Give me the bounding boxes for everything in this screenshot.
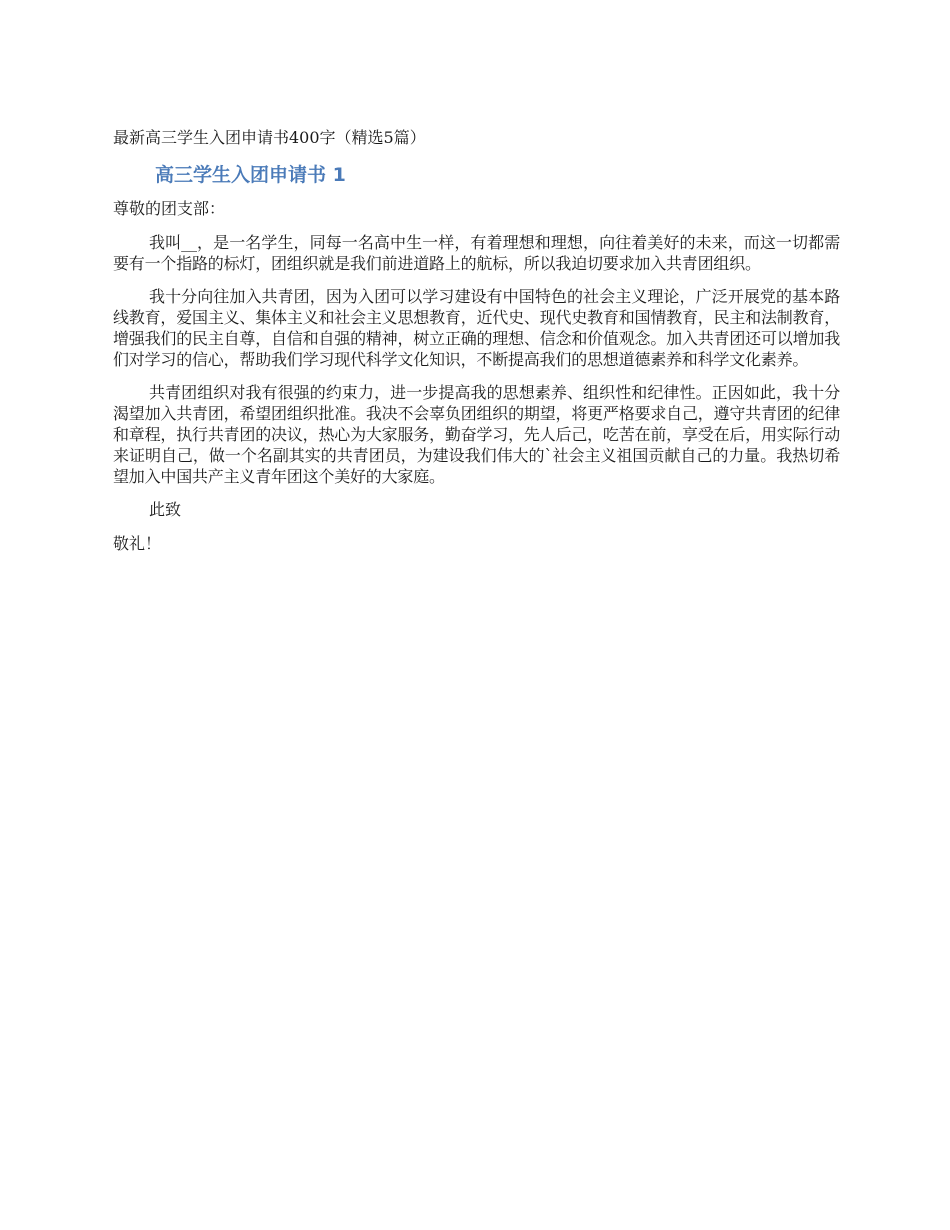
document-page — [113, 126, 840, 555]
section-heading: 高三学生入团申请书 1 — [155, 164, 346, 186]
body-paragraph-3: 共青团组织对我有很强的约束力，进一步提高我的思想素养、组织性和纪律性。正因如此，我十分渴望加入共青团，希望团组织批准。我决不会辜负团组织的期望，将更严格要求自己，遵守共青团的纪律和章程，执行共青团的决议，热心为大家服务，勤奋学习，先人后己，吃苦在前，享受在后，用实际行动来证明自己，做一个名副其实的共青团员，为建设我们伟大的`社会主义祖国贡献自己的力量。我热切希望加入中国共产主义青年团这个美好的大家庭。 — [113, 383, 840, 486]
signoff-line: 敬礼！ — [113, 534, 162, 553]
salutation: 尊敬的团支部： — [113, 199, 226, 218]
body-paragraph-1: 我叫__，是一名学生，同每一名高中生一样，有着理想和理想，向往着美好的未来，而这一切都需要有一个指路的标灯，团组织就是我们前进道路上的航标，所以我迫切要求加入共青团组织。 — [113, 233, 840, 273]
closing-line: 此致 — [149, 500, 182, 519]
body-paragraph-2: 我十分向往加入共青团，因为入团可以学习建设有中国特色的社会主义理论，广泛开展党的基本路线教育，爱国主义、集体主义和社会主义思想教育，近代史、现代史教育和国情教育，民主和法制教育，增强我们的民主自尊，自信和自强的精神，树立正确的理想、信念和价值观念。加入共青团还可以增加我们对学习的信心，帮助我们学习现代科学文化知识，不断提高我们的思想道德素养和科学文化素养。 — [113, 287, 840, 369]
document-title: 最新高三学生入团申请书400字（精选5篇） — [113, 128, 426, 147]
